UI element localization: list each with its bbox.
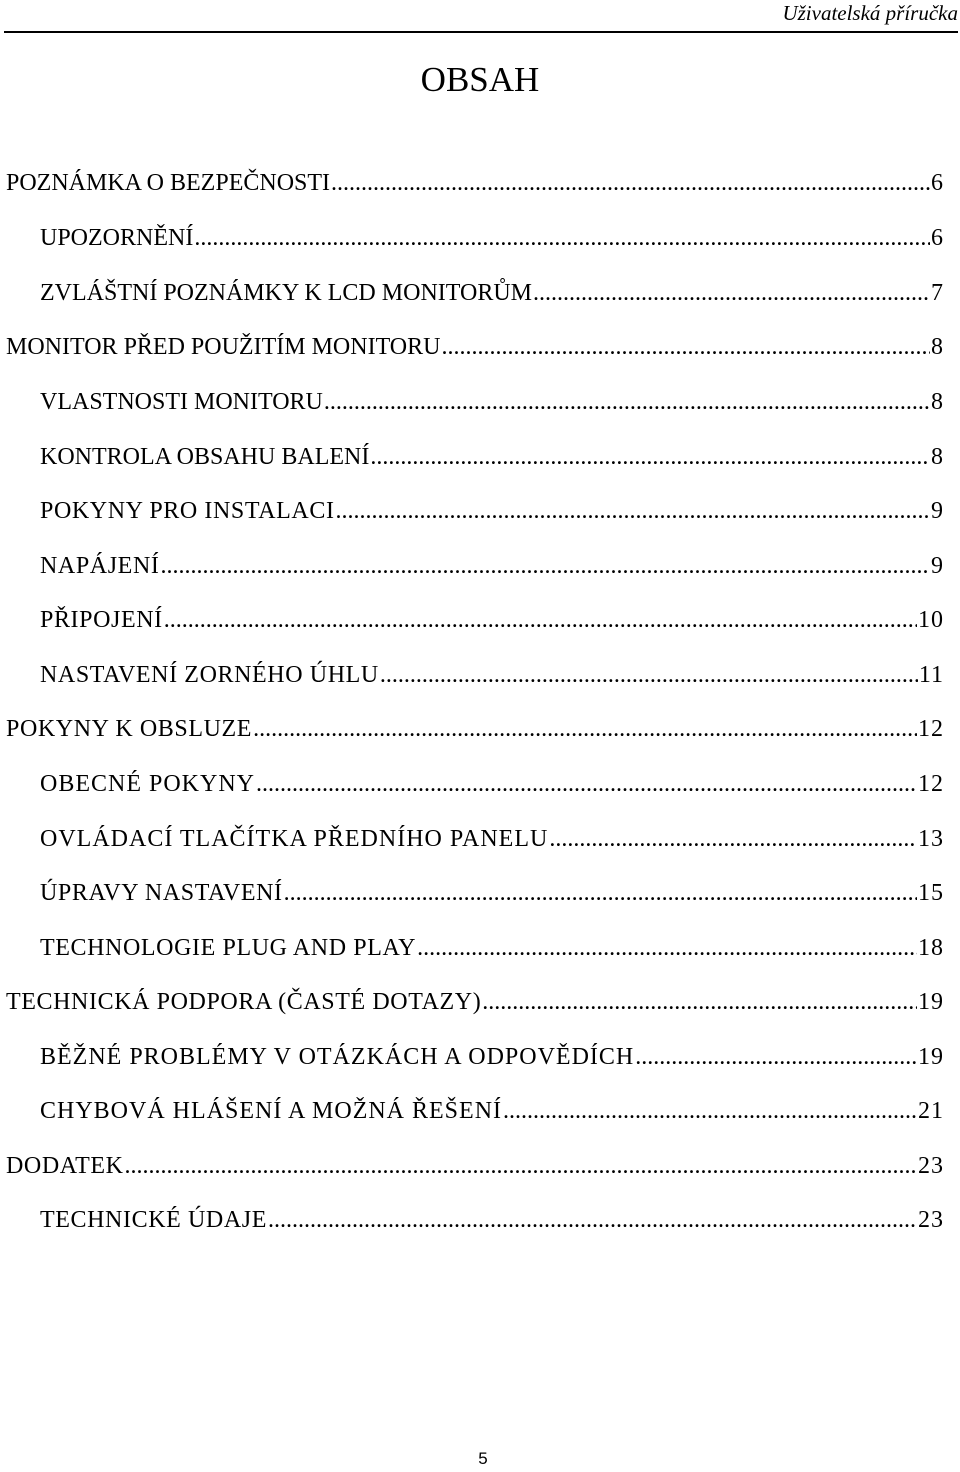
toc-entry[interactable] — [40, 1203, 944, 1237]
toc-entry-label: ÚPRAVY NASTAVENÍ — [40, 880, 283, 906]
toc-entry[interactable] — [6, 1149, 944, 1183]
toc-entry-page: 10 — [918, 607, 944, 633]
toc-dot-leader — [284, 876, 917, 910]
toc-dot-leader — [380, 658, 918, 692]
toc-entry-page: 12 — [918, 716, 944, 742]
toc-entry[interactable] — [6, 330, 944, 364]
toc-entry-label: NASTAVENÍ ZORNÉHO ÚHLU — [40, 662, 379, 688]
toc-entry[interactable] — [40, 549, 944, 583]
toc-dot-leader — [256, 767, 917, 801]
toc-entry-page: 18 — [918, 935, 944, 961]
toc-entry[interactable] — [40, 385, 944, 419]
toc-entry-page: 9 — [931, 553, 944, 579]
toc-entry[interactable] — [40, 822, 944, 856]
header-rule — [4, 31, 958, 33]
toc-entry-label: POKYNY PRO INSTALACI — [40, 498, 335, 524]
toc-dot-leader — [336, 494, 930, 528]
toc-entry[interactable] — [40, 1040, 944, 1074]
toc-entry-page: 11 — [918, 662, 944, 688]
toc-entry-page: 15 — [918, 880, 944, 906]
toc-entry-label: NAPÁJENÍ — [40, 553, 160, 579]
toc-entry[interactable] — [40, 221, 944, 255]
toc-entry[interactable] — [40, 658, 944, 692]
page-number: 5 — [478, 1449, 488, 1468]
toc-dot-leader — [441, 330, 930, 364]
toc-dot-leader — [194, 221, 930, 255]
toc-entry-label: CHYBOVÁ HLÁŠENÍ A MOŽNÁ ŘEŠENÍ — [40, 1098, 503, 1124]
toc-dot-leader — [533, 276, 930, 310]
toc-entry-page: 12 — [918, 771, 944, 797]
toc-entry[interactable] — [40, 876, 944, 910]
toc-dot-leader — [549, 822, 917, 856]
toc-entry-page: 8 — [931, 444, 944, 470]
toc-dot-leader — [253, 712, 917, 746]
toc-entry[interactable] — [6, 985, 944, 1019]
toc-dot-leader — [417, 931, 917, 965]
toc-entry-label: UPOZORNĚNÍ — [40, 225, 194, 251]
toc-entry-label: KONTROLA OBSAHU BALENÍ — [40, 444, 370, 470]
toc-entry-label: OBECNÉ POKYNY — [40, 771, 256, 797]
toc-entry-label: DODATEK — [6, 1153, 124, 1179]
toc-entry[interactable] — [40, 603, 944, 637]
toc-entry-page: 6 — [931, 170, 944, 196]
toc-dot-leader — [503, 1094, 917, 1128]
toc-dot-leader — [331, 166, 930, 200]
toc-entry-label: MONITOR PŘED POUŽITÍM MONITORU — [6, 334, 441, 360]
toc-entry-label: VLASTNOSTI MONITORU — [40, 389, 323, 415]
toc-entry-page: 6 — [931, 225, 944, 251]
page-title: OBSAH — [420, 60, 540, 99]
toc-dot-leader — [164, 603, 917, 637]
toc-dot-leader — [324, 385, 930, 419]
toc-entry-label: TECHNICKÁ PODPORA (ČASTÉ DOTAZY) — [6, 989, 482, 1015]
toc-dot-leader — [635, 1040, 917, 1074]
toc-entry[interactable] — [40, 494, 944, 528]
toc-dot-leader — [160, 549, 930, 583]
toc-entry-page: 7 — [931, 280, 944, 306]
toc-entry-page: 13 — [918, 826, 944, 852]
toc-dot-leader — [125, 1149, 917, 1183]
toc-entry[interactable] — [40, 767, 944, 801]
toc-dot-leader — [268, 1203, 917, 1237]
toc-entry[interactable] — [40, 440, 944, 474]
running-header: Uživatelská příručka — [782, 1, 958, 25]
toc-entry-label: PŘIPOJENÍ — [40, 607, 163, 633]
toc-entry-page: 19 — [918, 1044, 944, 1070]
toc-entry-page: 21 — [918, 1098, 944, 1124]
toc-entry-page: 23 — [918, 1207, 944, 1233]
toc-entry[interactable] — [6, 166, 944, 200]
toc-entry-label: BĚŽNÉ PROBLÉMY V OTÁZKÁCH A ODPOVĚDÍCH — [40, 1044, 635, 1070]
toc-entry-page: 23 — [918, 1153, 944, 1179]
toc-entry-label: OVLÁDACÍ TLAČÍTKA PŘEDNÍHO PANELU — [40, 826, 549, 852]
toc-entry-page: 8 — [931, 334, 944, 360]
toc-entry[interactable] — [40, 931, 944, 965]
toc-entry-label: TECHNOLOGIE PLUG AND PLAY — [40, 935, 417, 961]
toc-entry[interactable] — [40, 1094, 944, 1128]
toc-dot-leader — [482, 985, 917, 1019]
toc-entry-page: 19 — [918, 989, 944, 1015]
toc-entry-label: ZVLÁŠTNÍ POZNÁMKY K LCD MONITORŮM — [40, 280, 532, 306]
toc-entry-page: 9 — [931, 498, 944, 524]
toc-dot-leader — [370, 440, 930, 474]
toc-entry-label: POZNÁMKA O BEZPEČNOSTI — [6, 170, 331, 196]
toc-entry-page: 8 — [931, 389, 944, 415]
toc-entry[interactable] — [6, 712, 944, 746]
toc-entry-label: TECHNICKÉ ÚDAJE — [40, 1207, 267, 1233]
toc-entry-label: POKYNY K OBSLUZE — [6, 716, 253, 742]
toc-entry[interactable] — [40, 276, 944, 310]
